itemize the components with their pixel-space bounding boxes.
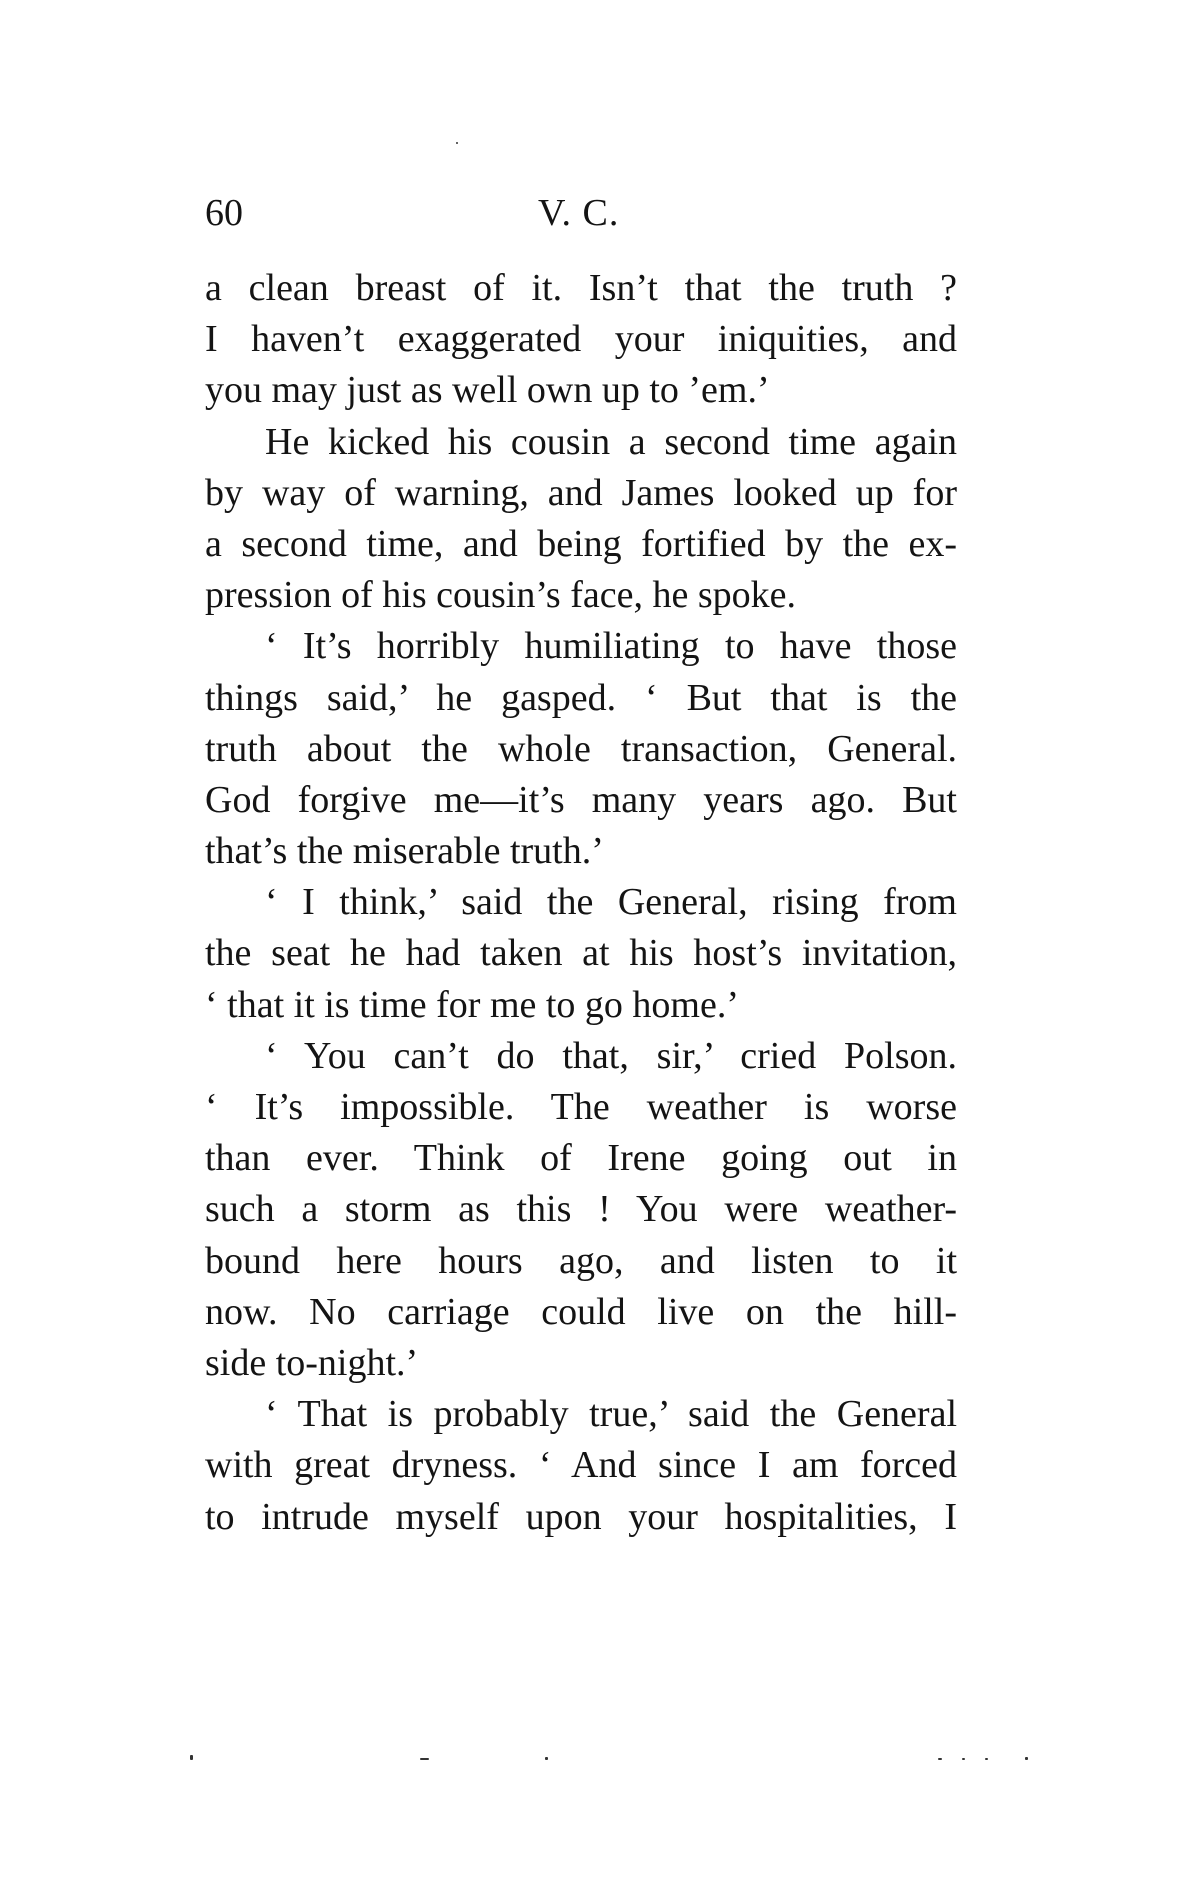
running-title: V. C.: [538, 192, 620, 234]
text-line: that’s the miserable truth.’: [205, 830, 604, 873]
text-line: God forgive me—it’s many years ago. But: [205, 778, 957, 821]
text-line: bound here hours ago, and listen to it: [205, 1239, 957, 1282]
page-number: 60: [205, 192, 243, 234]
text-line: I haven’t exaggerated your iniquities, and: [205, 318, 957, 361]
text-line: now. No carriage could live on the hill-: [205, 1290, 957, 1333]
text-line: ‘ You can’t do that, sir,’ cried Polson.: [265, 1034, 957, 1077]
text-line: such a storm as this ! You were weather-: [205, 1188, 957, 1231]
text-line: ‘ I think,’ said the General, rising from: [265, 881, 957, 924]
text-line: truth about the whole transaction, General.: [205, 727, 957, 770]
text-line: with great dryness. ‘ And since I am forced: [205, 1444, 957, 1487]
scan-speck: [545, 1757, 548, 1760]
text-line: ‘ It’s horribly humiliating to have those: [265, 625, 957, 668]
text-line: ‘ It’s impossible. The weather is worse: [205, 1086, 957, 1128]
text-line: a clean breast of it. Isn’t that the truth ?: [205, 267, 957, 309]
text-line: side to-night.’: [205, 1341, 419, 1384]
scan-speck: [456, 142, 458, 144]
scan-speck: [938, 1758, 942, 1760]
text-line: to intrude myself upon your hospitalities, I: [205, 1495, 957, 1538]
text-line: ‘ that it is time for me to go home.’: [205, 983, 740, 1026]
scan-speck: [962, 1758, 965, 1760]
text-line: ‘ That is probably true,’ said the General: [265, 1393, 957, 1436]
scan-speck: [190, 1755, 193, 1760]
scan-speck: [985, 1758, 988, 1760]
text-line: pression of his cousin’s face, he spoke.: [205, 574, 796, 617]
body-text: [205, 263, 957, 1543]
text-line: you may just as well own up to ’em.’: [205, 369, 770, 412]
scan-speck: [420, 1758, 429, 1760]
text-line: the seat he had taken at his host’s invitation,: [205, 932, 957, 975]
scan-speck: [1025, 1757, 1028, 1760]
text-line: things said,’ he gasped. ‘ But that is the: [205, 676, 957, 719]
running-head: [205, 188, 965, 238]
text-line: by way of warning, and James looked up for: [205, 471, 957, 514]
text-line: He kicked his cousin a second time again: [265, 420, 957, 463]
text-line: a second time, and being fortified by the ex-: [205, 522, 957, 565]
text-line: than ever. Think of Irene going out in: [205, 1137, 957, 1180]
